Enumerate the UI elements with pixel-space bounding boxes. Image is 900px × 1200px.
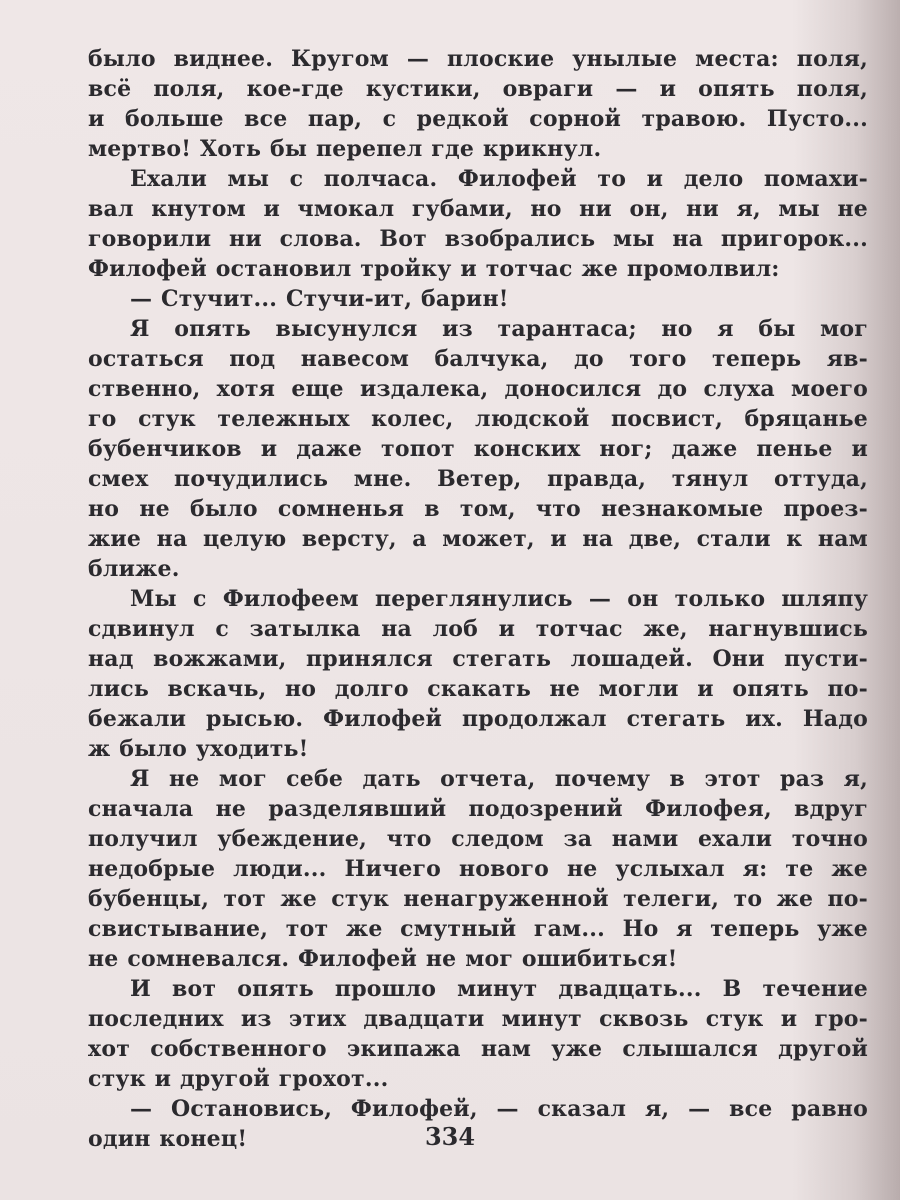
- text-line: хот собственного экипажа нам уже слышался другой: [88, 1036, 868, 1062]
- text-line: последних из этих двадцати минут сквозь стук и гро-: [88, 1006, 868, 1032]
- text-line: над вожжами, принялся стегать лошадей. Они пусти-: [88, 646, 868, 672]
- text-line: бежали рысью. Филофей продолжал стегать их. Надо: [88, 706, 868, 732]
- text-line: ближе.: [88, 556, 180, 582]
- text-line: получил убеждение, что следом за нами ехали точно: [88, 826, 868, 852]
- text-line: Я опять высунулся из тарантаса; но я бы мог: [130, 316, 868, 342]
- text-line: один конец!: [88, 1126, 248, 1152]
- text-line: мертво! Хоть бы перепел где крикнул.: [88, 136, 602, 162]
- text-line: смех почудились мне. Ветер, правда, тянул оттуда,: [88, 466, 868, 492]
- text-line: не сомневался. Филофей не мог ошибиться!: [88, 946, 678, 972]
- text-line: — Остановись, Филофей, — сказал я, — все равно: [130, 1096, 868, 1122]
- text-line: Филофей остановил тройку и тотчас же промолвил:: [88, 256, 780, 282]
- text-line: ж было уходить!: [88, 736, 309, 762]
- text-line: сдвинул с затылка на лоб и тотчас же, нагнувшись: [88, 616, 868, 642]
- text-line: жие на целую версту, а может, и на две, стали к нам: [88, 526, 868, 552]
- text-line: бубенцы, тот же стук ненагруженной телеги, то же по-: [88, 886, 868, 912]
- text-line: недобрые люди... Ничего нового не услыхал я: те же: [88, 856, 868, 882]
- text-line: вал кнутом и чмокал губами, но ни он, ни я, мы не: [88, 196, 868, 222]
- text-line: лись вскачь, но долго скакать не могли и опять по-: [88, 676, 868, 702]
- body-text: [88, 44, 868, 1154]
- text-line: ственно, хотя еще издалека, доносился до слуха моего: [88, 376, 868, 402]
- text-line: бубенчиков и даже топот конских ног; даже пенье и: [88, 436, 868, 462]
- text-line: Я не мог себе дать отчета, почему в этот раз я,: [130, 766, 868, 792]
- text-line: говорили ни слова. Вот взобрались мы на пригорок...: [88, 226, 868, 252]
- text-line: было виднее. Кругом — плоские унылые места: поля,: [88, 46, 868, 72]
- text-line: Мы с Филофеем переглянулись — он только шляпу: [130, 586, 868, 612]
- text-line: стук и другой грохот...: [88, 1066, 389, 1092]
- text-line: остаться под навесом балчука, до того теперь яв-: [88, 346, 868, 372]
- text-line: И вот опять прошло минут двадцать... В течение: [130, 976, 868, 1002]
- text-line: но не было сомненья в том, что незнакомые проез-: [88, 496, 868, 522]
- text-line: сначала не разделявший подозрений Филофея, вдруг: [88, 796, 868, 822]
- text-line: Ехали мы с полчаса. Филофей то и дело помахи-: [130, 166, 868, 192]
- text-line: свистывание, тот же смутный гам... Но я теперь уже: [88, 916, 868, 942]
- text-line: и больше все пар, с редкой сорной травою. Пусто...: [88, 106, 868, 132]
- page-number: 334: [424, 1122, 476, 1151]
- text-line: всё поля, кое-где кустики, овраги — и опять поля,: [88, 76, 868, 102]
- text-line: — Стучит... Стучи-ит, барин!: [130, 286, 509, 312]
- text-line: го стук тележных колес, людской посвист, бряцанье: [88, 406, 868, 432]
